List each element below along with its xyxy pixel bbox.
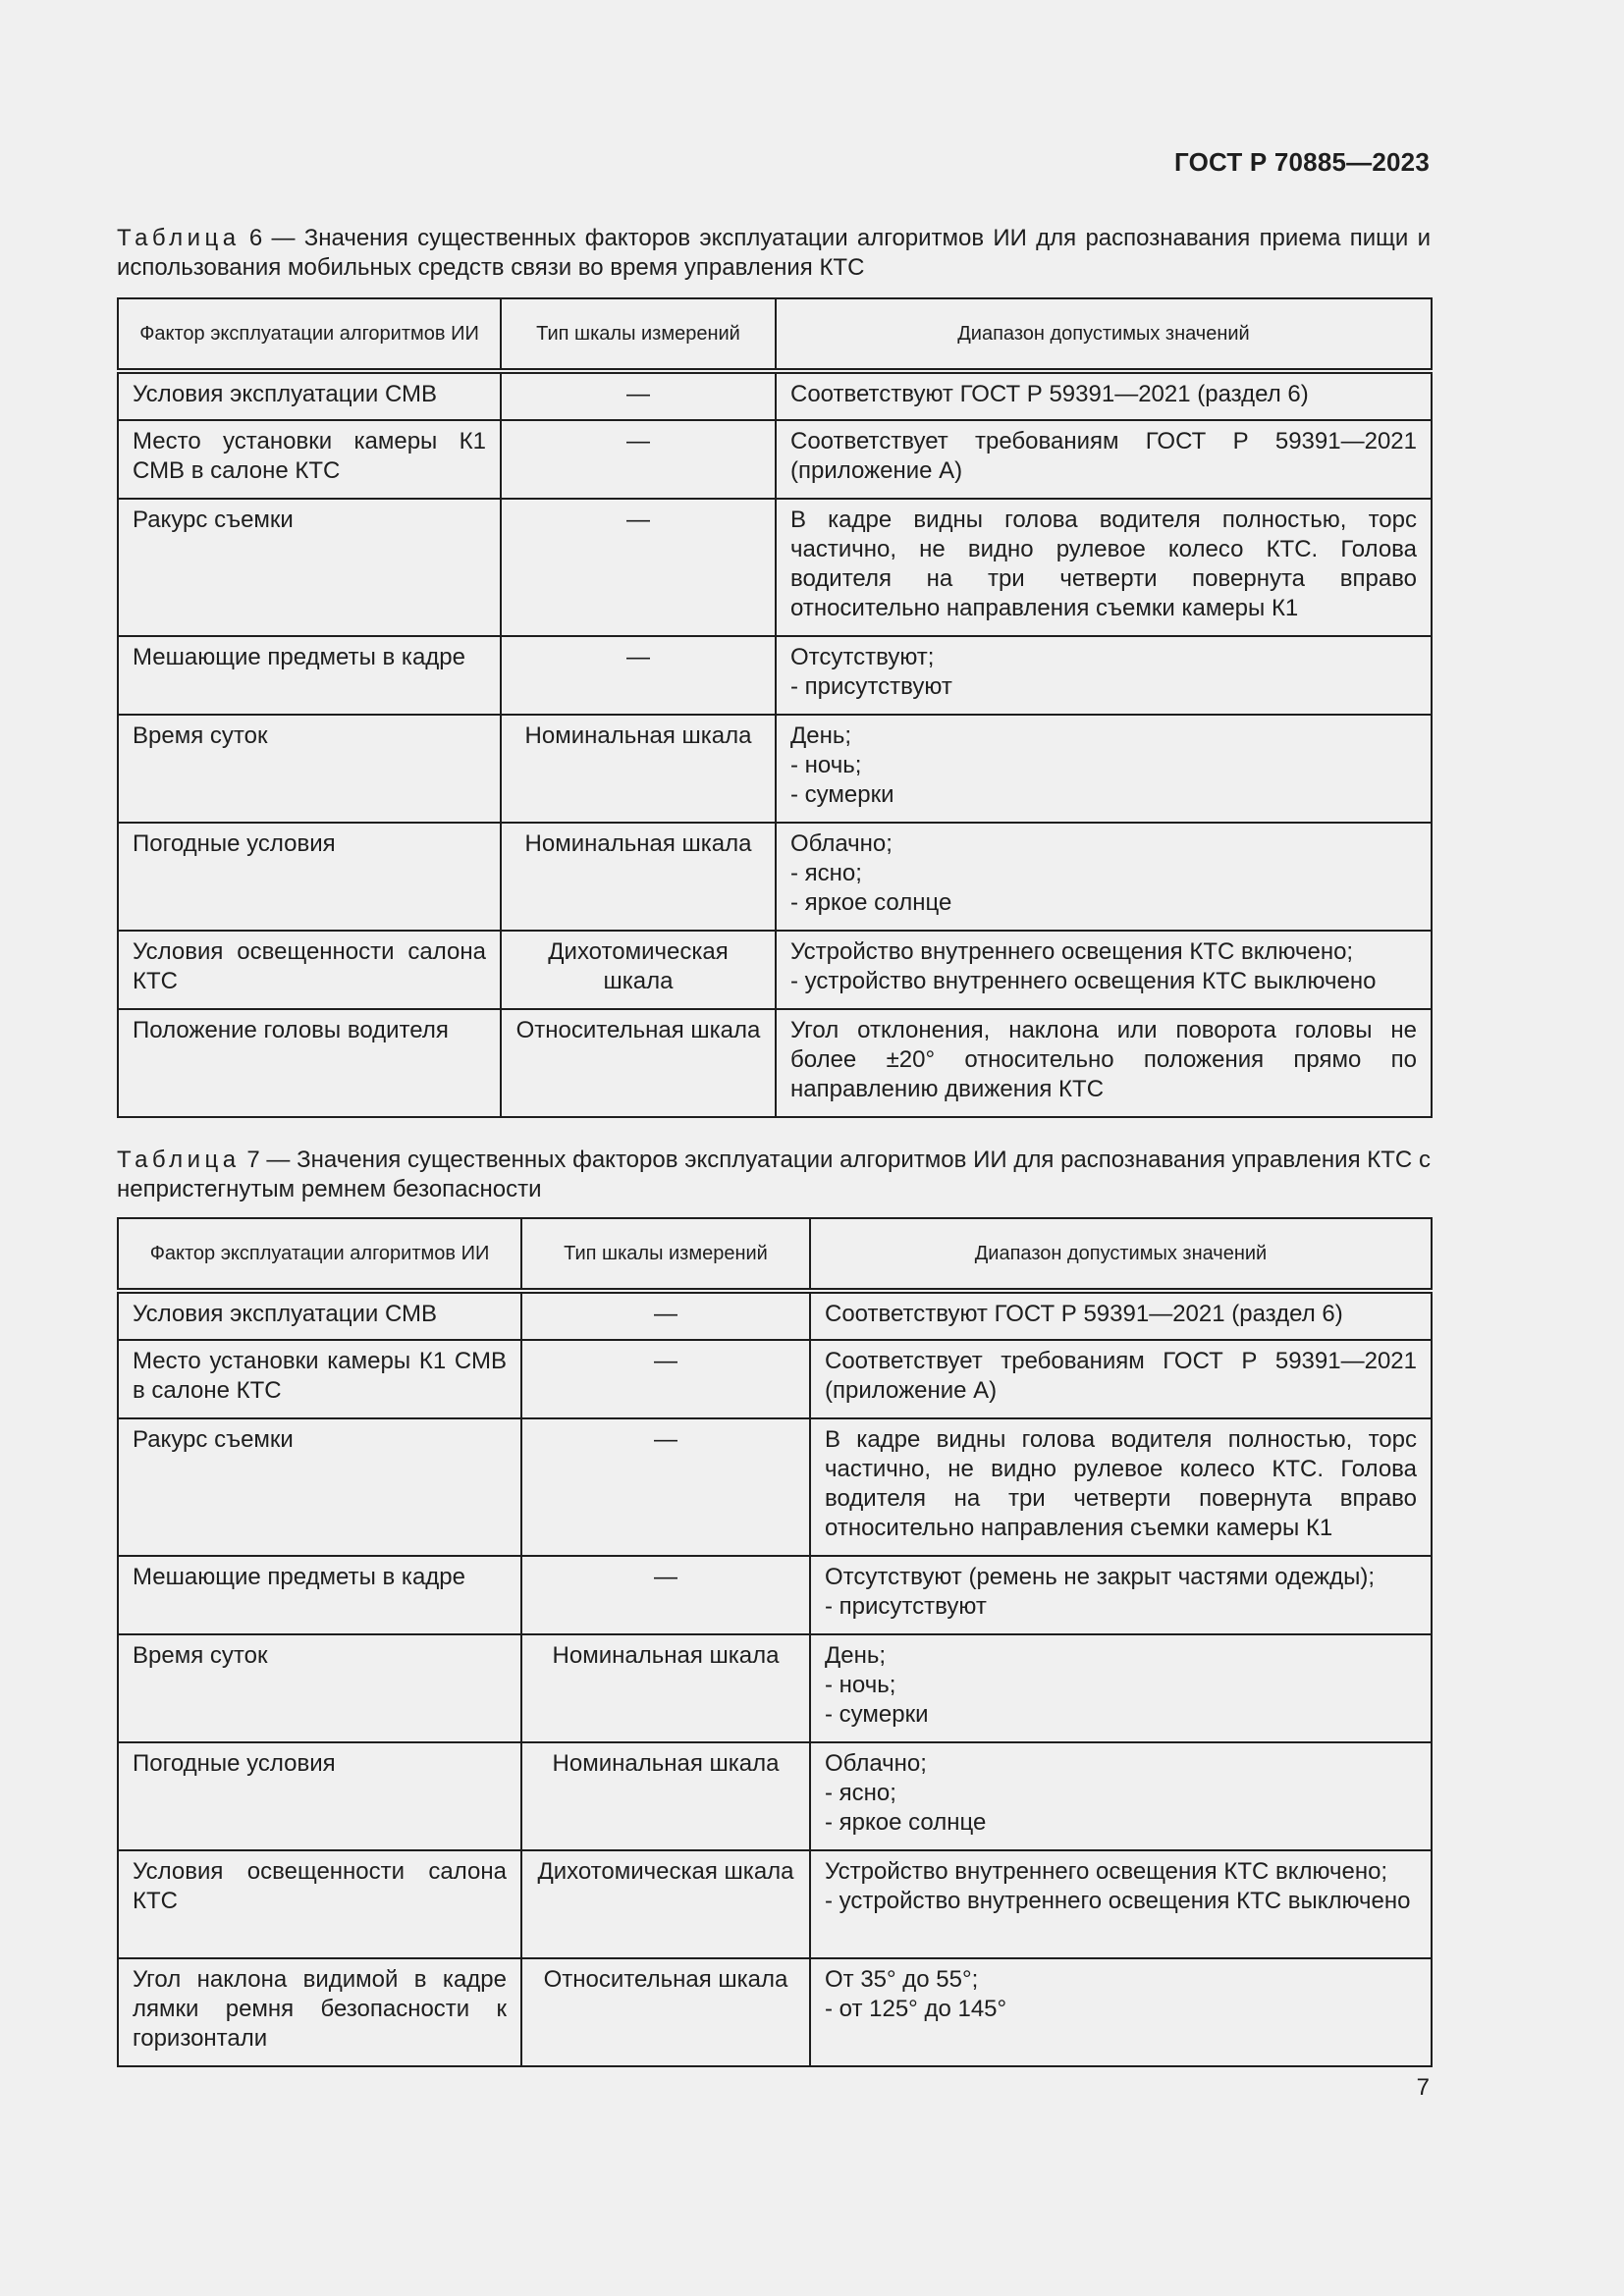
range-value-line: - ясно; bbox=[790, 860, 862, 886]
range-cell bbox=[776, 931, 1432, 1009]
table7-caption-label: Таблица bbox=[117, 1147, 241, 1173]
table7-col-factor: Фактор эксплуатации алгоритмов ИИ bbox=[118, 1218, 521, 1291]
scale-cell: — bbox=[501, 420, 776, 499]
range-cell bbox=[776, 823, 1432, 931]
table7-header-row bbox=[118, 1218, 1432, 1291]
scale-cell: — bbox=[521, 1291, 810, 1340]
factor-cell: Угол наклона видимой в кадре лямки ремня безопасности к горизонтали bbox=[118, 1958, 521, 2066]
table-row bbox=[118, 1634, 1432, 1742]
range-value-line: Соответствует требованиям ГОСТ Р 59391—2021 (приложение А) bbox=[825, 1348, 1417, 1404]
range-value-line: Соответствует требованиям ГОСТ Р 59391—2021 (приложение А) bbox=[790, 428, 1417, 484]
range-value-line: День; bbox=[790, 722, 852, 749]
range-cell bbox=[776, 715, 1432, 823]
range-value-line: - яркое солнце bbox=[825, 1809, 987, 1836]
table-row bbox=[118, 499, 1432, 636]
range-value-line: Отсутствуют (ремень не закрыт частями одежды); bbox=[825, 1564, 1376, 1590]
range-value-line: - сумерки bbox=[825, 1701, 929, 1728]
factor-cell: Условия освещенности салона КТС bbox=[118, 931, 501, 1009]
scale-cell: — bbox=[501, 499, 776, 636]
factor-cell: Погодные условия bbox=[118, 823, 501, 931]
table6-header-row bbox=[118, 298, 1432, 371]
scale-cell: — bbox=[521, 1418, 810, 1556]
scale-cell: Дихотомическая шкала bbox=[501, 931, 776, 1009]
table-row bbox=[118, 1291, 1432, 1340]
table-row bbox=[118, 636, 1432, 715]
range-value-line: - устройство внутреннего освещения КТС выключено bbox=[790, 968, 1377, 994]
range-cell bbox=[810, 1291, 1432, 1340]
factor-cell: Время суток bbox=[118, 715, 501, 823]
range-value-line: Угол отклонения, наклона или поворота головы не более ±20° относительно положения прямо по направлению движения КТС bbox=[790, 1017, 1417, 1102]
table6-caption bbox=[117, 224, 1431, 283]
factor-cell: Погодные условия bbox=[118, 1742, 521, 1850]
table7-col-range: Диапазон допустимых значений bbox=[810, 1218, 1432, 1291]
range-value-line: - сумерки bbox=[790, 781, 894, 808]
page-number: 7 bbox=[1416, 2074, 1430, 2101]
table6-col-factor: Фактор эксплуатации алгоритмов ИИ bbox=[118, 298, 501, 371]
table-row bbox=[118, 420, 1432, 499]
factor-cell: Ракурс съемки bbox=[118, 499, 501, 636]
factor-cell: Условия эксплуатации СМВ bbox=[118, 1291, 521, 1340]
table7-col-scale: Тип шкалы измерений bbox=[521, 1218, 810, 1291]
range-value-line: Устройство внутреннего освещения КТС включено; bbox=[825, 1858, 1388, 1885]
scale-cell: Номинальная шкала bbox=[501, 715, 776, 823]
table-row bbox=[118, 371, 1432, 420]
table6-caption-label: Таблица bbox=[117, 225, 241, 251]
table-row bbox=[118, 1556, 1432, 1634]
range-value-line: - присутствуют bbox=[790, 673, 952, 700]
scale-cell: — bbox=[501, 636, 776, 715]
range-value-line: - от 125° до 145° bbox=[825, 1996, 1007, 2022]
factor-cell: Положение головы водителя bbox=[118, 1009, 501, 1117]
range-value-line: - ночь; bbox=[825, 1672, 896, 1698]
scale-cell: Номинальная шкала bbox=[521, 1634, 810, 1742]
range-value-line: - устройство внутреннего освещения КТС выключено bbox=[825, 1888, 1411, 1914]
scale-cell: Дихотомическая шкала bbox=[521, 1850, 810, 1958]
table6-col-scale: Тип шкалы измерений bbox=[501, 298, 776, 371]
range-cell bbox=[810, 1958, 1432, 2066]
table-row bbox=[118, 1850, 1432, 1958]
range-cell bbox=[776, 371, 1432, 420]
table-row bbox=[118, 823, 1432, 931]
factor-cell: Время суток bbox=[118, 1634, 521, 1742]
scale-cell: — bbox=[521, 1340, 810, 1418]
range-value-line: Устройство внутреннего освещения КТС включено; bbox=[790, 938, 1354, 965]
scale-cell: — bbox=[501, 371, 776, 420]
factor-cell: Мешающие предметы в кадре bbox=[118, 1556, 521, 1634]
range-cell bbox=[776, 499, 1432, 636]
table-row bbox=[118, 1340, 1432, 1418]
table7-caption-text: 7 — Значения существенных факторов эксплуатации алгоритмов ИИ для распознавания управления КТС с непристегнутым ремнем безопасности bbox=[117, 1147, 1431, 1202]
table-row bbox=[118, 1418, 1432, 1556]
scale-cell: Номинальная шкала bbox=[501, 823, 776, 931]
table6-caption-text: 6 — Значения существенных факторов эксплуатации алгоритмов ИИ для распознавания приема пищи и использования мобильных средств связи во время управления КТС bbox=[117, 225, 1431, 281]
factor-cell: Условия освещенности салона КТС bbox=[118, 1850, 521, 1958]
range-cell bbox=[810, 1340, 1432, 1418]
table-row bbox=[118, 1009, 1432, 1117]
table-row bbox=[118, 1958, 1432, 2066]
factor-cell: Условия эксплуатации СМВ bbox=[118, 371, 501, 420]
table7 bbox=[117, 1217, 1433, 2067]
scale-cell: Номинальная шкала bbox=[521, 1742, 810, 1850]
factor-cell: Мешающие предметы в кадре bbox=[118, 636, 501, 715]
range-value-line: Соответствуют ГОСТ Р 59391—2021 (раздел 6) bbox=[825, 1301, 1343, 1327]
scale-cell: Относительная шкала bbox=[501, 1009, 776, 1117]
table-row bbox=[118, 715, 1432, 823]
table6 bbox=[117, 297, 1433, 1118]
range-value-line: Облачно; bbox=[825, 1750, 927, 1777]
range-value-line: - присутствуют bbox=[825, 1593, 987, 1620]
scale-cell: — bbox=[521, 1556, 810, 1634]
range-value-line: В кадре видны голова водителя полностью, торс частично, не видно рулевое колесо КТС. Голова водителя на три четверти повернута вправо относительно направления съемки камеры К1 bbox=[790, 507, 1417, 621]
range-cell bbox=[776, 1009, 1432, 1117]
range-cell bbox=[776, 420, 1432, 499]
range-value-line: Отсутствуют; bbox=[790, 644, 935, 670]
range-value-line: - яркое солнце bbox=[790, 889, 952, 916]
range-cell bbox=[810, 1634, 1432, 1742]
table-row bbox=[118, 1742, 1432, 1850]
range-cell bbox=[810, 1850, 1432, 1958]
range-value-line: От 35° до 55°; bbox=[825, 1966, 979, 1993]
factor-cell: Ракурс съемки bbox=[118, 1418, 521, 1556]
range-cell bbox=[810, 1742, 1432, 1850]
range-value-line: - ночь; bbox=[790, 752, 862, 778]
table7-caption bbox=[117, 1146, 1431, 1204]
document-id: ГОСТ Р 70885—2023 bbox=[1174, 147, 1430, 177]
table6-col-range: Диапазон допустимых значений bbox=[776, 298, 1432, 371]
range-cell bbox=[810, 1556, 1432, 1634]
range-value-line: Соответствуют ГОСТ Р 59391—2021 (раздел 6) bbox=[790, 381, 1309, 407]
range-value-line: - ясно; bbox=[825, 1780, 896, 1806]
range-value-line: Облачно; bbox=[790, 830, 893, 857]
range-cell bbox=[776, 636, 1432, 715]
factor-cell: Место установки камеры К1 СМВ в салоне КТС bbox=[118, 420, 501, 499]
table-row bbox=[118, 931, 1432, 1009]
range-value-line: В кадре видны голова водителя полностью, торс частично, не видно рулевое колесо КТС. Голова водителя на три четверти повернута вправо относительно направления съемки камеры К1 bbox=[825, 1426, 1417, 1541]
factor-cell: Место установки камеры К1 СМВ в салоне КТС bbox=[118, 1340, 521, 1418]
scale-cell: Относительная шкала bbox=[521, 1958, 810, 2066]
range-cell bbox=[810, 1418, 1432, 1556]
range-value-line: День; bbox=[825, 1642, 887, 1669]
